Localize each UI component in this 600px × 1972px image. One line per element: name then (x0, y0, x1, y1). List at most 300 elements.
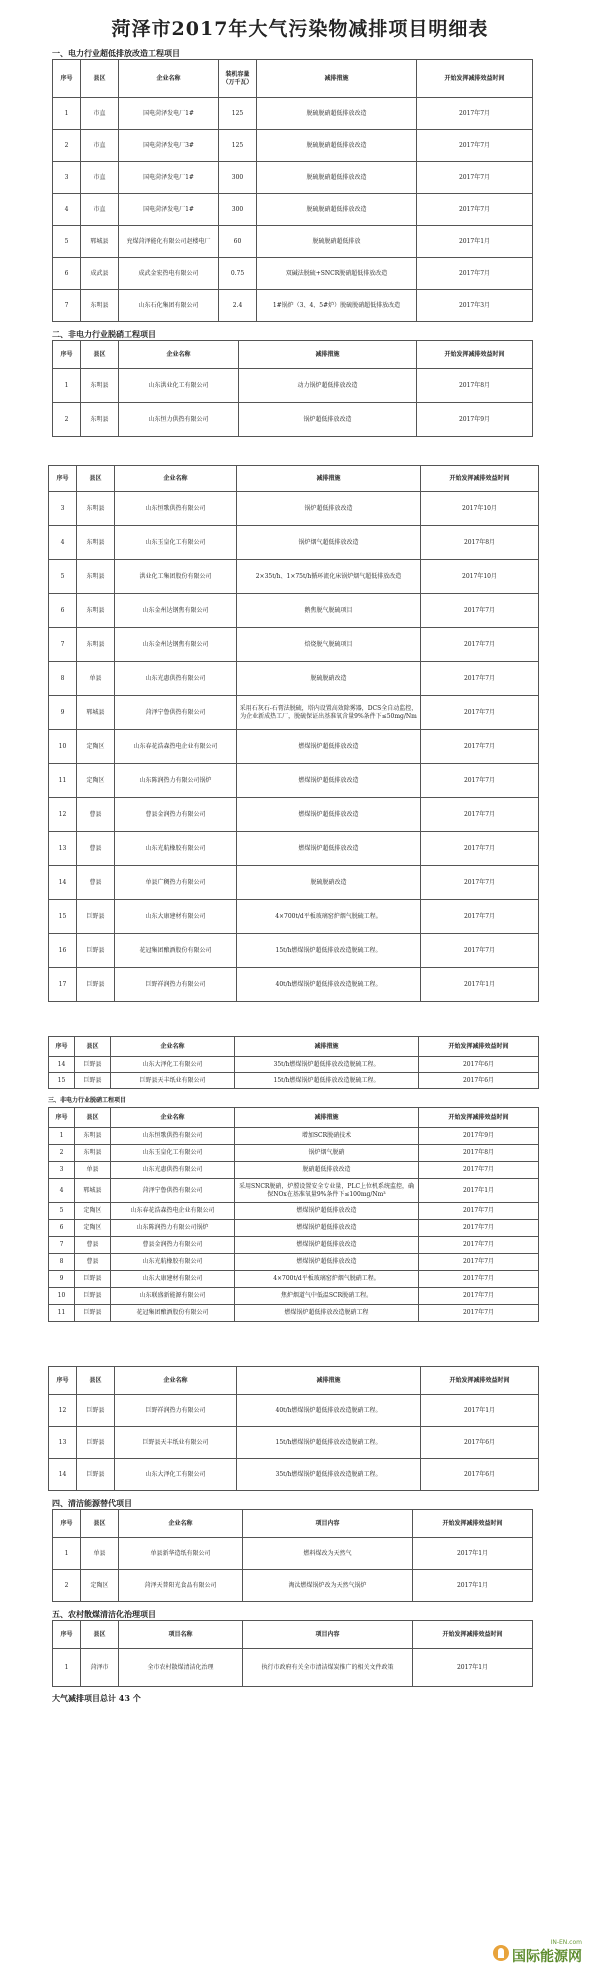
header-project-content: 项目内容 (243, 1510, 413, 1538)
table-cell: 7 (53, 290, 81, 322)
table-cell: 山东大泽化工有限公司 (111, 1057, 235, 1073)
table-cell: 鹅焦脱气脱硫项目 (237, 594, 421, 628)
table-cell: 4 (49, 1179, 75, 1203)
table-cell: 锅炉超低排放改造 (239, 403, 417, 437)
table-cell: 4×700t/d平板玻璃窑炉烟气脱硫工程。 (237, 900, 421, 934)
table-row (49, 968, 539, 1002)
table-cell: 脱硫脱硝超低排放改造 (257, 162, 417, 194)
table-cell: 2017年7月 (419, 1305, 539, 1322)
header-seq: 序号 (49, 466, 77, 492)
table-cell: 1#锅炉（3、4、5#炉）脱硫脱硝超低排放改造 (257, 290, 417, 322)
table-cell: 1 (53, 369, 81, 403)
table-cell: 2017年7月 (421, 798, 539, 832)
table-cell: 2017年8月 (417, 369, 533, 403)
table-cell: 巨野县 (75, 1288, 111, 1305)
table-row (49, 1395, 539, 1427)
table-cell: 花冠集团酿酒股份有限公司 (111, 1305, 235, 1322)
table-cell: 6 (49, 594, 77, 628)
table-row (49, 1459, 539, 1491)
table-cell: 14 (49, 866, 77, 900)
table-cell: 5 (49, 1203, 75, 1220)
header-seq: 序号 (49, 1037, 75, 1057)
table-cell: 2 (53, 403, 81, 437)
table-cell: 0.75 (219, 258, 257, 290)
header-seq: 序号 (53, 1621, 81, 1649)
table-cell: 15t/h燃煤锅炉超低排放改造脱硫工程。 (235, 1073, 419, 1089)
table-cell: 巨野县天丰纸业有限公司 (115, 1427, 237, 1459)
table-row (49, 798, 539, 832)
table-cell: 巨野县 (77, 934, 115, 968)
table-cell: 2017年1月 (413, 1570, 533, 1602)
table-cell: 2017年7月 (421, 934, 539, 968)
table-cell: 2 (53, 130, 81, 162)
total-count: 大气减排项目总计 43 个 (52, 1693, 141, 1703)
table-cell: 7 (49, 1237, 75, 1254)
table-cell: 2017年6月 (421, 1427, 539, 1459)
header-seq: 序号 (53, 60, 81, 98)
header-county: 县区 (81, 1621, 119, 1649)
table-cell: 1 (49, 1128, 75, 1145)
table-cell: 山东洪业化工有限公司 (119, 369, 239, 403)
table-cell: 市直 (81, 162, 119, 194)
watermark-logo (493, 1939, 582, 1966)
header-county: 县区 (77, 1367, 115, 1395)
table-row (49, 730, 539, 764)
table-nonpower-a (52, 340, 533, 437)
table-cell: 2017年7月 (421, 628, 539, 662)
table-cell: 曹县 (77, 866, 115, 900)
table-cell: 动力锅炉超低排放改造 (239, 369, 417, 403)
table-cell: 脱硫脱硝改造 (237, 866, 421, 900)
table-cell: 2017年7月 (419, 1288, 539, 1305)
table-cell: 东明县 (75, 1128, 111, 1145)
table-cell: 国电菏泽发电厂1# (119, 162, 219, 194)
table-cell: 40t/h燃煤锅炉超低排放改造脱硝工程。 (237, 1395, 421, 1427)
header-time: 开始发挥减排效益时间 (413, 1510, 533, 1538)
header-company: 企业名称 (119, 1510, 243, 1538)
table-cell: 125 (219, 130, 257, 162)
table-nonpower-c (48, 1036, 539, 1089)
table-cell: 曹县 (75, 1254, 111, 1271)
table-cell: 山东玉皇化工有限公司 (115, 526, 237, 560)
table-cell: 山东金州达钢焦有限公司 (115, 594, 237, 628)
header-capacity: 装机容量（万千瓦） (219, 60, 257, 98)
table-cell: 4 (53, 194, 81, 226)
table-cell: 15t/h燃煤锅炉超低排放改造脱硝工程。 (237, 1427, 421, 1459)
table-cell: 山东大泽化工有限公司 (115, 1459, 237, 1491)
table-cell: 山东春花浩森热电企业有限公司 (115, 730, 237, 764)
table-cell: 山东光惠供热有限公司 (111, 1162, 235, 1179)
table-cell: 曹县 (75, 1237, 111, 1254)
table-cell: 5 (49, 560, 77, 594)
header-project-content: 项目内容 (243, 1621, 413, 1649)
header-company: 企业名称 (111, 1108, 235, 1128)
table-row (53, 403, 533, 437)
table-cell: 15 (49, 1073, 75, 1089)
header-measure: 减排措施 (239, 341, 417, 369)
header-county: 县区 (75, 1037, 111, 1057)
table-cell: 2017年1月 (421, 1395, 539, 1427)
table-cell: 2017年7月 (421, 662, 539, 696)
table-header (53, 1621, 533, 1649)
table-cell: 山东春花浩森热电企业有限公司 (111, 1203, 235, 1220)
table-row (49, 1305, 539, 1322)
table-row (49, 1288, 539, 1305)
table-cell: 单县 (75, 1162, 111, 1179)
table-row (49, 1057, 539, 1073)
table-cell: 10 (49, 730, 77, 764)
table-cell: 燃煤锅炉超低排放改造 (237, 730, 421, 764)
header-seq: 序号 (53, 341, 81, 369)
table-cell: 12 (49, 798, 77, 832)
table-cell: 6 (53, 258, 81, 290)
header-time: 开始发挥减排效益时间 (419, 1037, 539, 1057)
table-cell: 10 (49, 1288, 75, 1305)
table-cell: 山东联盛新能源有限公司 (111, 1288, 235, 1305)
table-cell: 巨野县 (77, 1427, 115, 1459)
table-row (53, 194, 533, 226)
table-cell: 2017年8月 (419, 1145, 539, 1162)
table-cell: 燃煤锅炉超低排放改造 (237, 832, 421, 866)
table-row (53, 1538, 533, 1570)
table-cell: 菏泽宁鲁供热有限公司 (115, 696, 237, 730)
section-2-title: 二、非电力行业脱硝工程项目 (52, 329, 156, 339)
table-cell: 单县 (81, 1538, 119, 1570)
table-cell: 6 (49, 1220, 75, 1237)
table-cell: 单县 (77, 662, 115, 696)
table-row (49, 1427, 539, 1459)
table-cell: 12 (49, 1395, 77, 1427)
table-cell: 市直 (81, 194, 119, 226)
table-cell: 11 (49, 1305, 75, 1322)
table-cell: 山东恒歌供热有限公司 (111, 1128, 235, 1145)
table-header (53, 341, 533, 369)
header-company: 企业名称 (119, 60, 219, 98)
header-measure: 减排措施 (235, 1037, 419, 1057)
table-cell: 2017年7月 (419, 1254, 539, 1271)
table-cell: 郓城县 (77, 696, 115, 730)
table-cell: 300 (219, 162, 257, 194)
table-cell: 5 (53, 226, 81, 258)
table-cell: 2017年7月 (417, 162, 533, 194)
table-row (49, 1128, 539, 1145)
table-cell: 市直 (81, 98, 119, 130)
table-cell: 巨野祥润热力有限公司 (115, 1395, 237, 1427)
header-measure: 减排措施 (235, 1108, 419, 1128)
table-cell: 60 (219, 226, 257, 258)
table-cell: 采用SNCR脱硝，炉膛设置安全专业量，PLC上位机系统监控，确保NOx在基准氧量9%条件下≤100mg/Nm³ (235, 1179, 419, 1203)
table-row (53, 1649, 533, 1687)
header-county: 县区 (81, 1510, 119, 1538)
table-cell: 2017年7月 (421, 594, 539, 628)
table-cell: 山东陈润热力有限公司锅炉 (111, 1220, 235, 1237)
section-3-title: 三、非电力行业脱硝工程项目 (48, 1097, 127, 1104)
header-time: 开始发挥减排效益时间 (417, 341, 533, 369)
table-cell: 巨野县 (75, 1305, 111, 1322)
table-cell: 2017年1月 (421, 968, 539, 1002)
table-cell: 定陶区 (77, 764, 115, 798)
table-header (53, 1510, 533, 1538)
table-cell: 35t/h燃煤锅炉超低排放改造脱硫工程。 (235, 1057, 419, 1073)
table-cell: 2017年8月 (421, 526, 539, 560)
table-cell: 国电菏泽发电厂3# (119, 130, 219, 162)
header-seq: 序号 (49, 1367, 77, 1395)
table-cell: 35t/h燃煤锅炉超低排放改造脱硝工程。 (237, 1459, 421, 1491)
table-cell: 8 (49, 1254, 75, 1271)
table-cell: 1 (53, 1538, 81, 1570)
table-cell: 山东陈润热力有限公司锅炉 (115, 764, 237, 798)
table-cell: 脱硫脱硝超低排放改造 (257, 98, 417, 130)
table-cell: 焙烧脱气脱硫项目 (237, 628, 421, 662)
table-cell: 8 (49, 662, 77, 696)
table-cell: 16 (49, 934, 77, 968)
table-header (49, 466, 539, 492)
table-cell: 菏泽宁鲁供热有限公司 (111, 1179, 235, 1203)
table-cell: 锅炉超低排放改造 (237, 492, 421, 526)
table-cell: 2017年7月 (421, 832, 539, 866)
table-cell: 山东石化集团有限公司 (119, 290, 219, 322)
table-cell: 东明县 (77, 492, 115, 526)
table-cell: 定陶区 (75, 1203, 111, 1220)
table-cell: 山东大康建材有限公司 (115, 900, 237, 934)
watermark-domain: IN-EN.com (550, 1939, 582, 1946)
table-cell: 山东大康建材有限公司 (111, 1271, 235, 1288)
header-time: 开始发挥减排效益时间 (421, 1367, 539, 1395)
table-cell: 全市农村散煤清洁化治理 (119, 1649, 243, 1687)
table-row (53, 226, 533, 258)
header-seq: 序号 (53, 1510, 81, 1538)
table-cell: 2017年10月 (421, 560, 539, 594)
table-cell: 巨野县 (77, 900, 115, 934)
table-row (49, 1162, 539, 1179)
table-cell: 2.4 (219, 290, 257, 322)
table-row (53, 258, 533, 290)
table-cell: 2017年7月 (419, 1162, 539, 1179)
table-cell: 125 (219, 98, 257, 130)
table-cell: 菏泽天普阳光食品有限公司 (119, 1570, 243, 1602)
table-nonpower-b (48, 465, 539, 1002)
table-cell: 双碱法脱硫+SNCR脱硝超低排放改造 (257, 258, 417, 290)
table-cell: 东明县 (77, 594, 115, 628)
table-cell: 13 (49, 1427, 77, 1459)
table-cell: 东明县 (77, 560, 115, 594)
table-cell: 山东光航橡胶有限公司 (111, 1254, 235, 1271)
table-row (49, 764, 539, 798)
table-cell: 2017年7月 (421, 900, 539, 934)
header-project-name: 项目名称 (119, 1621, 243, 1649)
table-cell: 2017年7月 (417, 98, 533, 130)
header-county: 县区 (77, 466, 115, 492)
table-row (53, 369, 533, 403)
table-cell: 7 (49, 628, 77, 662)
table-cell: 兖煤菏泽能化有限公司赵楼电厂 (119, 226, 219, 258)
table-row (53, 98, 533, 130)
table-cell: 9 (49, 696, 77, 730)
table-cell: 脱硫脱硝超低排放 (257, 226, 417, 258)
table-cell: 300 (219, 194, 257, 226)
table-cell: 定陶区 (81, 1570, 119, 1602)
table-cell: 增加SCR脱硝技术 (235, 1128, 419, 1145)
header-seq: 序号 (49, 1108, 75, 1128)
table-cell: 定陶区 (77, 730, 115, 764)
table-cell: 淘汰燃煤锅炉改为天然气锅炉 (243, 1570, 413, 1602)
table-rural-coal (52, 1620, 533, 1687)
table-cell: 燃煤锅炉超低排放改造脱硝工程 (235, 1305, 419, 1322)
table-row (49, 1073, 539, 1089)
table-cell: 脱硫脱硝改造 (237, 662, 421, 696)
table-denitration-b (48, 1366, 539, 1491)
table-row (53, 290, 533, 322)
table-row (49, 832, 539, 866)
table-cell: 9 (49, 1271, 75, 1288)
table-row (49, 696, 539, 730)
table-cell: 2017年7月 (419, 1220, 539, 1237)
header-measure: 减排措施 (237, 466, 421, 492)
header-county: 县区 (81, 60, 119, 98)
table-cell: 2017年7月 (421, 696, 539, 730)
table-row (49, 1145, 539, 1162)
table-cell: 2017年7月 (417, 194, 533, 226)
table-cell: 1 (53, 1649, 81, 1687)
table-cell: 15 (49, 900, 77, 934)
header-county: 县区 (75, 1108, 111, 1128)
table-cell: 2017年6月 (419, 1057, 539, 1073)
table-cell: 巨野县 (77, 968, 115, 1002)
table-cell: 单县新华造纸有限公司 (119, 1538, 243, 1570)
table-cell: 2017年1月 (413, 1538, 533, 1570)
table-cell: 曹县 (77, 832, 115, 866)
table-row (53, 130, 533, 162)
table-row (49, 526, 539, 560)
table-cell: 洪业化工集团股份有限公司 (115, 560, 237, 594)
table-row (49, 662, 539, 696)
table-row (49, 1220, 539, 1237)
header-time: 开始发挥减排效益时间 (419, 1108, 539, 1128)
table-cell: 4×700t/d平板玻璃窑炉烟气脱硝工程。 (235, 1271, 419, 1288)
table-cell: 燃煤锅炉超低排放改造 (235, 1254, 419, 1271)
table-cell: 东明县 (81, 290, 119, 322)
table-cell: 锅炉烟气超低排放改造 (237, 526, 421, 560)
table-cell: 3 (53, 162, 81, 194)
table-cell: 国电菏泽发电厂1# (119, 194, 219, 226)
table-cell: 燃料煤改为天然气 (243, 1538, 413, 1570)
table-cell: 2017年6月 (421, 1459, 539, 1491)
table-cell: 2017年7月 (419, 1237, 539, 1254)
table-cell: 1 (53, 98, 81, 130)
table-cell: 燃煤锅炉超低排放改造 (235, 1203, 419, 1220)
table-cell: 2017年7月 (417, 130, 533, 162)
table-cell: 13 (49, 832, 77, 866)
table-cell: 市直 (81, 130, 119, 162)
table-cell: 2017年3月 (417, 290, 533, 322)
table-header (53, 60, 533, 98)
table-cell: 定陶区 (75, 1220, 111, 1237)
table-row (49, 594, 539, 628)
table-header (49, 1108, 539, 1128)
table-cell: 燃煤锅炉超低排放改造 (235, 1237, 419, 1254)
header-county: 县区 (81, 341, 119, 369)
table-cell: 成武县 (81, 258, 119, 290)
table-cell: 山东恒力供热有限公司 (119, 403, 239, 437)
table-cell: 山东玉皇化工有限公司 (111, 1145, 235, 1162)
table-row (49, 1203, 539, 1220)
table-cell: 巨野祥润热力有限公司 (115, 968, 237, 1002)
section-1-title: 一、电力行业超低排放改造工程项目 (52, 48, 180, 58)
table-cell: 2017年1月 (413, 1649, 533, 1687)
table-cell: 采用石灰石-石膏法脱硫，塔内设置高效除雾器，DCS全自动监控，为企业新成热工厂，脱硫保证出基准氧含量9%条件下≤50mg/Nm (237, 696, 421, 730)
table-cell: 巨野县天丰纸业有限公司 (111, 1073, 235, 1089)
table-row (53, 1570, 533, 1602)
table-cell: 锅炉烟气脱硝 (235, 1145, 419, 1162)
table-row (49, 866, 539, 900)
table-cell: 巨野县 (77, 1395, 115, 1427)
table-cell: 燃煤锅炉超低排放改造 (237, 798, 421, 832)
table-cell: 曹县金润热力有限公司 (111, 1237, 235, 1254)
table-cell: 2017年7月 (421, 730, 539, 764)
table-cell: 执行市政府有关全市清洁煤炭推广的相关文件政策 (243, 1649, 413, 1687)
table-cell: 焦炉烟道气中低温SCR脱硝工程。 (235, 1288, 419, 1305)
header-measure: 减排措施 (257, 60, 417, 98)
table-cell: 花冠集团酿酒股份有限公司 (115, 934, 237, 968)
table-cell: 4 (49, 526, 77, 560)
table-cell: 40t/h燃煤锅炉超低排放改造脱硫工程。 (237, 968, 421, 1002)
table-cell: 山东光惠供热有限公司 (115, 662, 237, 696)
table-cell: 单县广稠热力有限公司 (115, 866, 237, 900)
table-cell: 2017年9月 (419, 1128, 539, 1145)
table-cell: 2 (49, 1145, 75, 1162)
table-row (49, 1237, 539, 1254)
table-cell: 2017年1月 (417, 226, 533, 258)
table-row (49, 1179, 539, 1203)
page-title: 菏泽市2017年大气污染物减排项目明细表 (111, 18, 489, 40)
table-cell: 燃煤锅炉超低排放改造 (237, 764, 421, 798)
table-row (49, 900, 539, 934)
table-cell: 曹县金润热力有限公司 (115, 798, 237, 832)
header-time: 开始发挥减排效益时间 (417, 60, 533, 98)
table-cell: 巨野县 (77, 1459, 115, 1491)
header-time: 开始发挥减排效益时间 (413, 1621, 533, 1649)
table-cell: 菏泽市 (81, 1649, 119, 1687)
table-cell: 2 (53, 1570, 81, 1602)
section-5-title: 五、农村散煤清洁化治理项目 (52, 1609, 156, 1619)
table-cell: 2017年9月 (417, 403, 533, 437)
table-cell: 郓城县 (75, 1179, 111, 1203)
table-cell: 东明县 (77, 628, 115, 662)
table-clean-energy (52, 1509, 533, 1602)
table-cell: 燃煤锅炉超低排放改造 (235, 1220, 419, 1237)
table-cell: 巨野县 (75, 1057, 111, 1073)
header-company: 企业名称 (119, 341, 239, 369)
table-denitration (48, 1107, 539, 1322)
bulb-icon (493, 1945, 509, 1961)
table-cell: 15t/h燃煤锅炉超低排放改造脱硫工程。 (237, 934, 421, 968)
table-cell: 2017年6月 (419, 1073, 539, 1089)
table-cell: 11 (49, 764, 77, 798)
table-row (49, 560, 539, 594)
table-row (49, 1271, 539, 1288)
table-cell: 2017年1月 (419, 1179, 539, 1203)
table-cell: 国电菏泽发电厂1# (119, 98, 219, 130)
table-cell: 曹县 (77, 798, 115, 832)
table-cell: 2017年7月 (419, 1271, 539, 1288)
table-cell: 东明县 (81, 369, 119, 403)
header-time: 开始发挥减排效益时间 (421, 466, 539, 492)
table-cell: 脱硫脱硝超低排放改造 (257, 194, 417, 226)
table-cell: 2017年7月 (421, 764, 539, 798)
table-row (49, 628, 539, 662)
table-cell: 成武金宏热电有限公司 (119, 258, 219, 290)
table-row (49, 1254, 539, 1271)
